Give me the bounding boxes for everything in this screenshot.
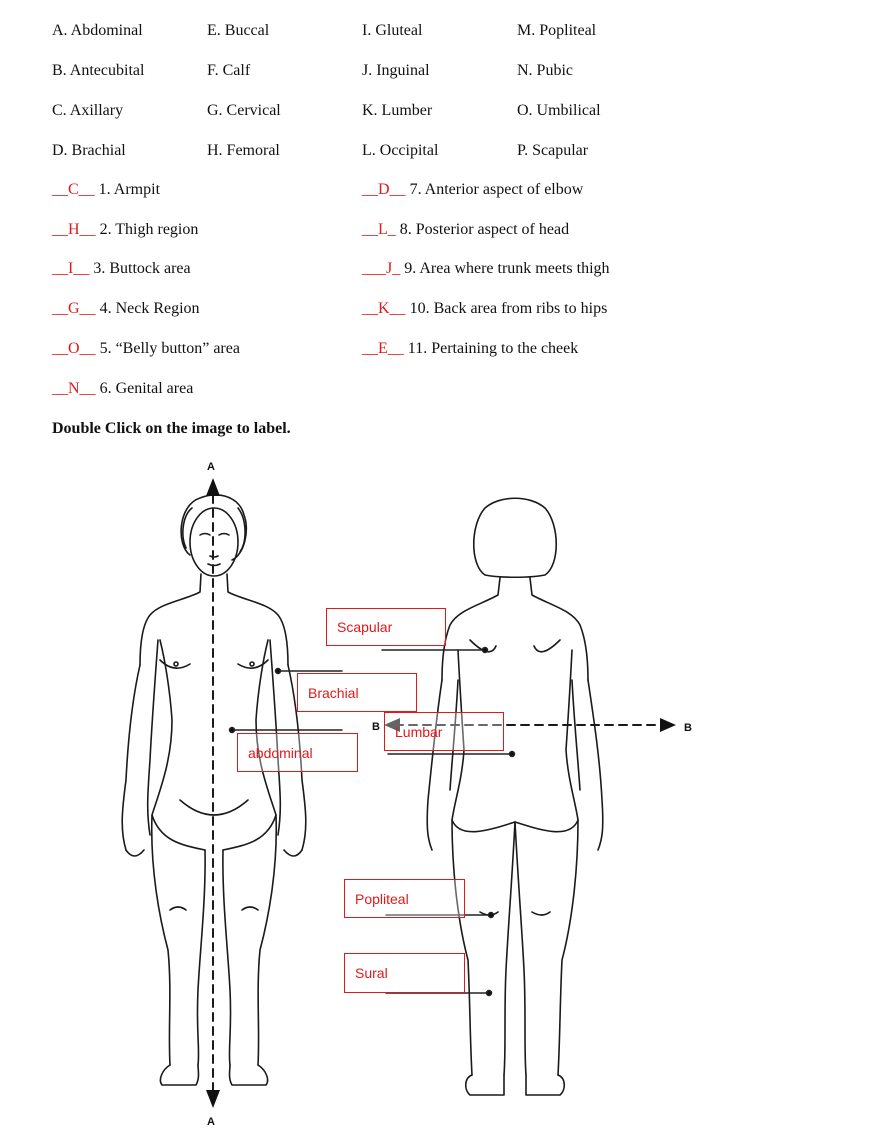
term-d: D. Brachial (52, 142, 126, 159)
question-prompt: 9. Area where trunk meets thigh (400, 260, 610, 277)
term-p: P. Scapular (517, 142, 589, 159)
question-5 (52, 339, 240, 359)
question-1 (52, 180, 160, 200)
question-4 (52, 299, 200, 319)
term-f: F. Calf (207, 62, 251, 79)
term-a: A. Abdominal (52, 22, 143, 39)
question-prompt: 6. Genital area (95, 380, 194, 397)
term-o: O. Umbilical (517, 102, 601, 119)
question-prompt: 7. Anterior aspect of elbow (405, 181, 584, 198)
axis-b-right-label: B (684, 722, 692, 734)
question-prompt: 2. Thigh region (95, 221, 199, 238)
question-8 (362, 220, 569, 240)
label-box-brachial[interactable]: Brachial (297, 673, 417, 712)
label-box-abdominal[interactable]: abdominal (237, 733, 358, 772)
answer-field[interactable]: __K__ (362, 300, 406, 317)
question-prompt: 5. “Belly button” area (95, 340, 240, 357)
axis-b-left-label: B (372, 721, 380, 733)
answer-field[interactable]: __L_ (362, 221, 396, 238)
question-prompt: 8. Posterior aspect of head (395, 221, 570, 238)
label-box-lumbar[interactable]: Lumbar (384, 712, 504, 751)
answer-field[interactable]: __E__ (362, 340, 404, 357)
term-h: H. Femoral (207, 142, 280, 159)
term-j: J. Inguinal (362, 62, 430, 79)
term-g: G. Cervical (207, 102, 281, 119)
label-box-scapular[interactable]: Scapular (326, 608, 446, 646)
answer-field[interactable]: __I__ (52, 260, 90, 277)
answer-field[interactable]: __H__ (52, 221, 96, 238)
question-prompt: 11. Pertaining to the cheek (403, 340, 579, 357)
question-11 (362, 339, 578, 359)
question-prompt: 10. Back area from ribs to hips (405, 300, 608, 317)
axis-a-top-label: A (207, 461, 215, 473)
label-box-sural[interactable]: Sural (344, 953, 465, 993)
question-prompt: 4. Neck Region (95, 300, 200, 317)
question-prompt: 1. Armpit (94, 181, 161, 198)
term-l: L. Occipital (362, 142, 439, 159)
question-2 (52, 220, 198, 240)
instruction-text: Double Click on the image to label. (52, 420, 291, 437)
term-i: I. Gluteal (362, 22, 423, 39)
answer-field[interactable]: __G__ (52, 300, 96, 317)
anatomy-diagram[interactable] (0, 450, 880, 1139)
question-3 (52, 259, 191, 279)
answer-field[interactable]: __C__ (52, 181, 95, 198)
answer-field[interactable]: __D__ (362, 181, 406, 198)
term-b: B. Antecubital (52, 62, 145, 79)
term-n: N. Pubic (517, 62, 573, 79)
term-c: C. Axillary (52, 102, 124, 119)
term-k: K. Lumber (362, 102, 433, 119)
term-e: E. Buccal (207, 22, 270, 39)
question-9 (362, 259, 610, 279)
question-10 (362, 299, 607, 319)
posterior-figure (427, 498, 603, 1095)
question-prompt: 3. Buttock area (89, 260, 191, 277)
answer-field[interactable]: ___J_ (362, 260, 401, 277)
label-box-popliteal[interactable]: Popliteal (344, 879, 465, 918)
body-figures-svg (0, 450, 880, 1139)
question-6 (52, 379, 193, 399)
axis-a-bottom-label: A (207, 1116, 215, 1128)
answer-field[interactable]: __N__ (52, 380, 96, 397)
answer-field[interactable]: __O__ (52, 340, 96, 357)
question-7 (362, 180, 583, 200)
term-m: M. Popliteal (517, 22, 597, 39)
